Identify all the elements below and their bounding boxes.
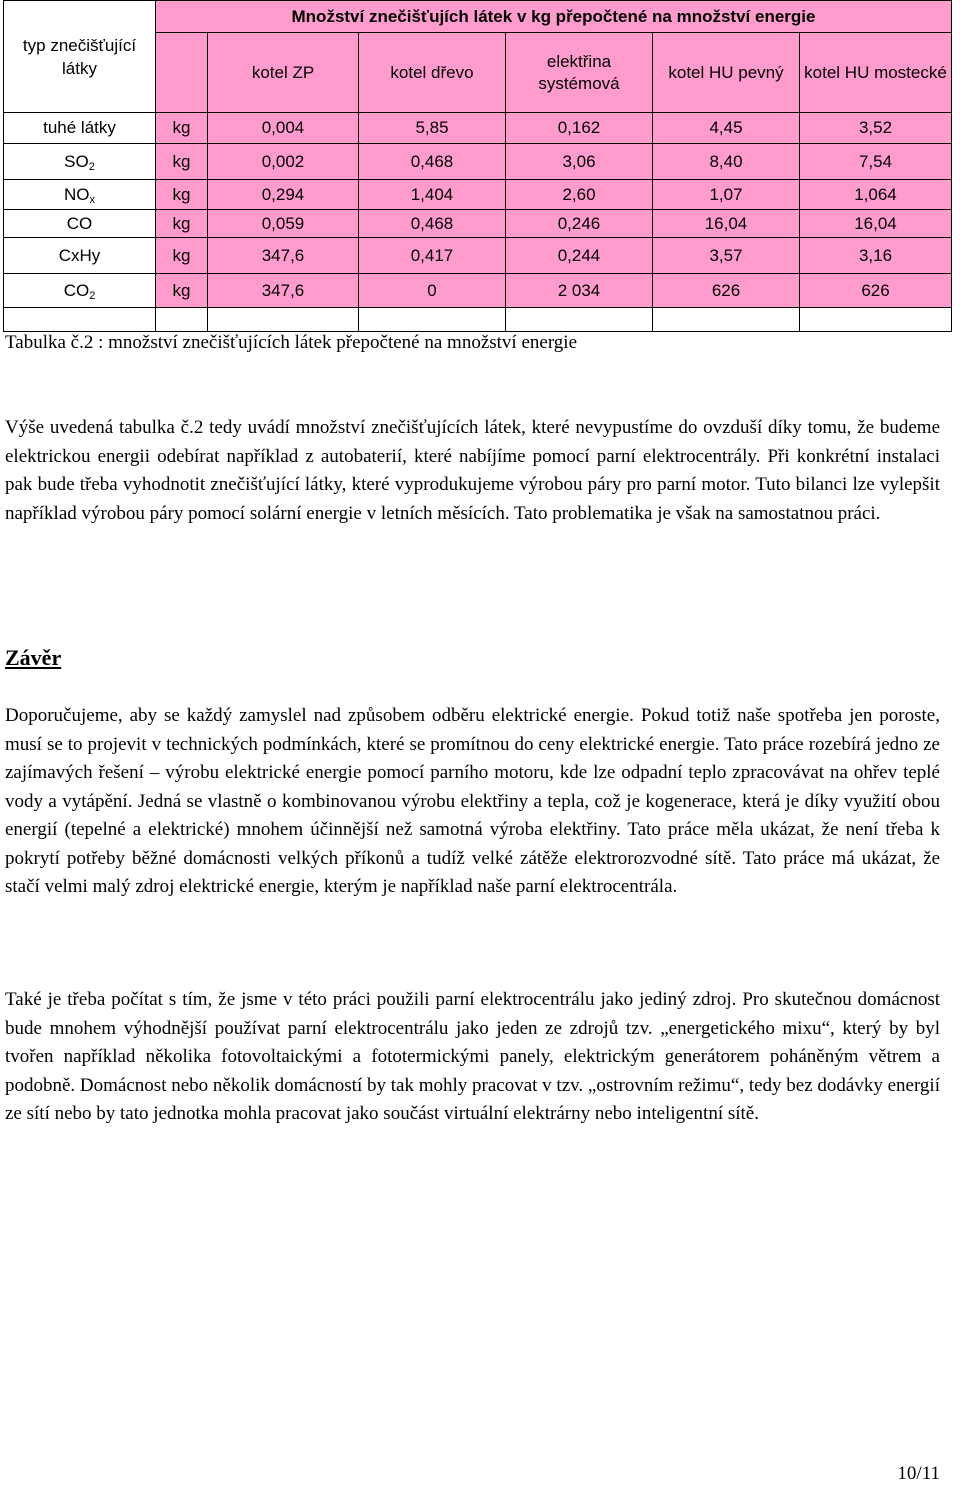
- value-cell: 0,417: [359, 238, 506, 274]
- col-header: kotel ZP: [208, 33, 359, 113]
- empty-cell: [4, 308, 156, 332]
- unit-cell: kg: [156, 274, 208, 308]
- value-cell: 0,246: [506, 210, 653, 238]
- value-cell: 626: [653, 274, 800, 308]
- formula-main: CxHy: [58, 245, 101, 265]
- pollutant-name: tuhé látky: [4, 113, 156, 144]
- value-cell: 3,57: [653, 238, 800, 274]
- value-cell: 8,40: [653, 144, 800, 180]
- unit-cell: kg: [156, 144, 208, 180]
- value-cell: 7,54: [800, 144, 952, 180]
- col-header: kotel dřevo: [359, 33, 506, 113]
- col-header: kotel HU mostecké: [800, 33, 952, 113]
- value-cell: 2,60: [506, 180, 653, 210]
- unit-cell: kg: [156, 238, 208, 274]
- value-cell: 0,059: [208, 210, 359, 238]
- empty-cell: [653, 308, 800, 332]
- col-header: kotel HU pevný: [653, 33, 800, 113]
- value-cell: 3,16: [800, 238, 952, 274]
- value-cell: 0,468: [359, 210, 506, 238]
- table-caption: Tabulka č.2 : množství znečišťujících látek přepočtené na množství energie: [5, 332, 578, 353]
- pollutant-name: [4, 180, 156, 210]
- value-cell: 0,162: [506, 113, 653, 144]
- value-cell: 1,404: [359, 180, 506, 210]
- col-header: elektřina systémová: [506, 33, 653, 113]
- paragraph-2: Doporučujeme, aby se každý zamyslel nad způsobem odběru elektrické energie. Pokud totiž naše spotřeba jen poroste, musí se to projevit v technických podmínkách, které se promítnou do ceny elektrické energie. Tato práce rozebírá jedno ze zajímavých řešení – výrobu elektrické energie pomocí parního motoru, kde lze odpadní teplo zpracovávat na ohřev teplé vody a vytápění. Jedná se vlastně o kombinovanou výrobu elektřiny a tepla, což je kogenerace, která je díky využití obou energií (tepelné a elektrické) mnohem účinnější než samotná výroba elektřiny. Tato práce měla ukázat, že není třeba k pokrytí potřeby běžné domácnosti velkých příkonů a tudíž velké zátěže elektrorozvodné sítě. Tato práce má ukázat, že stačí velmi malý zdroj elektrické energie, kterým je například naše parní elektrocentrála.: [5, 705, 940, 897]
- value-cell: 0,244: [506, 238, 653, 274]
- value-cell: 347,6: [208, 274, 359, 308]
- value-cell: 0,468: [359, 144, 506, 180]
- value-cell: 16,04: [653, 210, 800, 238]
- empty-cell: [208, 308, 359, 332]
- value-cell: 4,45: [653, 113, 800, 144]
- value-cell: 626: [800, 274, 952, 308]
- formula-main: NO: [64, 184, 90, 204]
- value-cell: 16,04: [800, 210, 952, 238]
- value-cell: 0: [359, 274, 506, 308]
- value-cell: 1,07: [653, 180, 800, 210]
- formula-sub: 2: [89, 289, 96, 302]
- value-cell: 3,52: [800, 113, 952, 144]
- formula-sub: x: [89, 193, 95, 206]
- value-cell: 0,002: [208, 144, 359, 180]
- value-cell: 0,294: [208, 180, 359, 210]
- table-title: Množství znečišťujích látek v kg přepočtené na množství energie: [156, 1, 952, 33]
- row-header-type: typ znečišťující látky: [4, 1, 156, 113]
- unit-cell: kg: [156, 210, 208, 238]
- paragraph-1: Výše uvedená tabulka č.2 tedy uvádí množství znečišťujících látek, které nevypustíme do ovzduší díky tomu, že budeme elektrickou energii odebírat například z autobaterií, které nabíjíme pomocí parní elektrocentrály. Při konkrétní instalaci pak bude třeba vyhodnotit znečišťující látky, které vyprodukujeme výrobou páry pro parní motor. Tuto bilanci lze vylepšit například výrobou páry pomocí solární energie v letních měsících. Tato problematika je však na samostatnou práci.: [5, 417, 940, 524]
- empty-cell: [506, 308, 653, 332]
- value-cell: 3,06: [506, 144, 653, 180]
- unit-cell: kg: [156, 180, 208, 210]
- pollutant-name: [4, 144, 156, 180]
- empty-cell: [800, 308, 952, 332]
- formula-main: SO: [64, 151, 89, 171]
- empty-cell: [359, 308, 506, 332]
- paragraph-3: Také je třeba počítat s tím, že jsme v této práci použili parní elektrocentrálu jako jediný zdroj. Pro skutečnou domácnost bude mnohem výhodnější používat parní elektrocentrálu jako jeden ze zdrojů tzv. „energetického mixu“, který by byl tvořen například několika fotovoltaickými a fototermickými panely, elektrickým generátorem poháněným větrem a podobně. Domácnost nebo několik domácností by tak mohly pracovat v tzv. „ostrovním režimu“, tedy bez dodávky energií ze sítí nebo by tato jednotka mohla pracovat jako součást virtuální elektrárny nebo inteligentní sítě.: [5, 989, 940, 1124]
- unit-header-empty: [156, 33, 208, 113]
- value-cell: 347,6: [208, 238, 359, 274]
- page-number: 10/11: [897, 1463, 940, 1484]
- value-cell: 5,85: [359, 113, 506, 144]
- value-cell: 1,064: [800, 180, 952, 210]
- pollutant-name: [4, 274, 156, 308]
- value-cell: 2 034: [506, 274, 653, 308]
- empty-cell: [156, 308, 208, 332]
- pollutant-name: CO: [4, 210, 156, 238]
- emissions-table: [3, 0, 952, 332]
- formula-sub: 2: [88, 160, 95, 173]
- unit-cell: kg: [156, 113, 208, 144]
- pollutant-name: [4, 238, 156, 274]
- formula-main: CO: [63, 280, 90, 300]
- value-cell: 0,004: [208, 113, 359, 144]
- section-heading: Závěr: [5, 645, 62, 670]
